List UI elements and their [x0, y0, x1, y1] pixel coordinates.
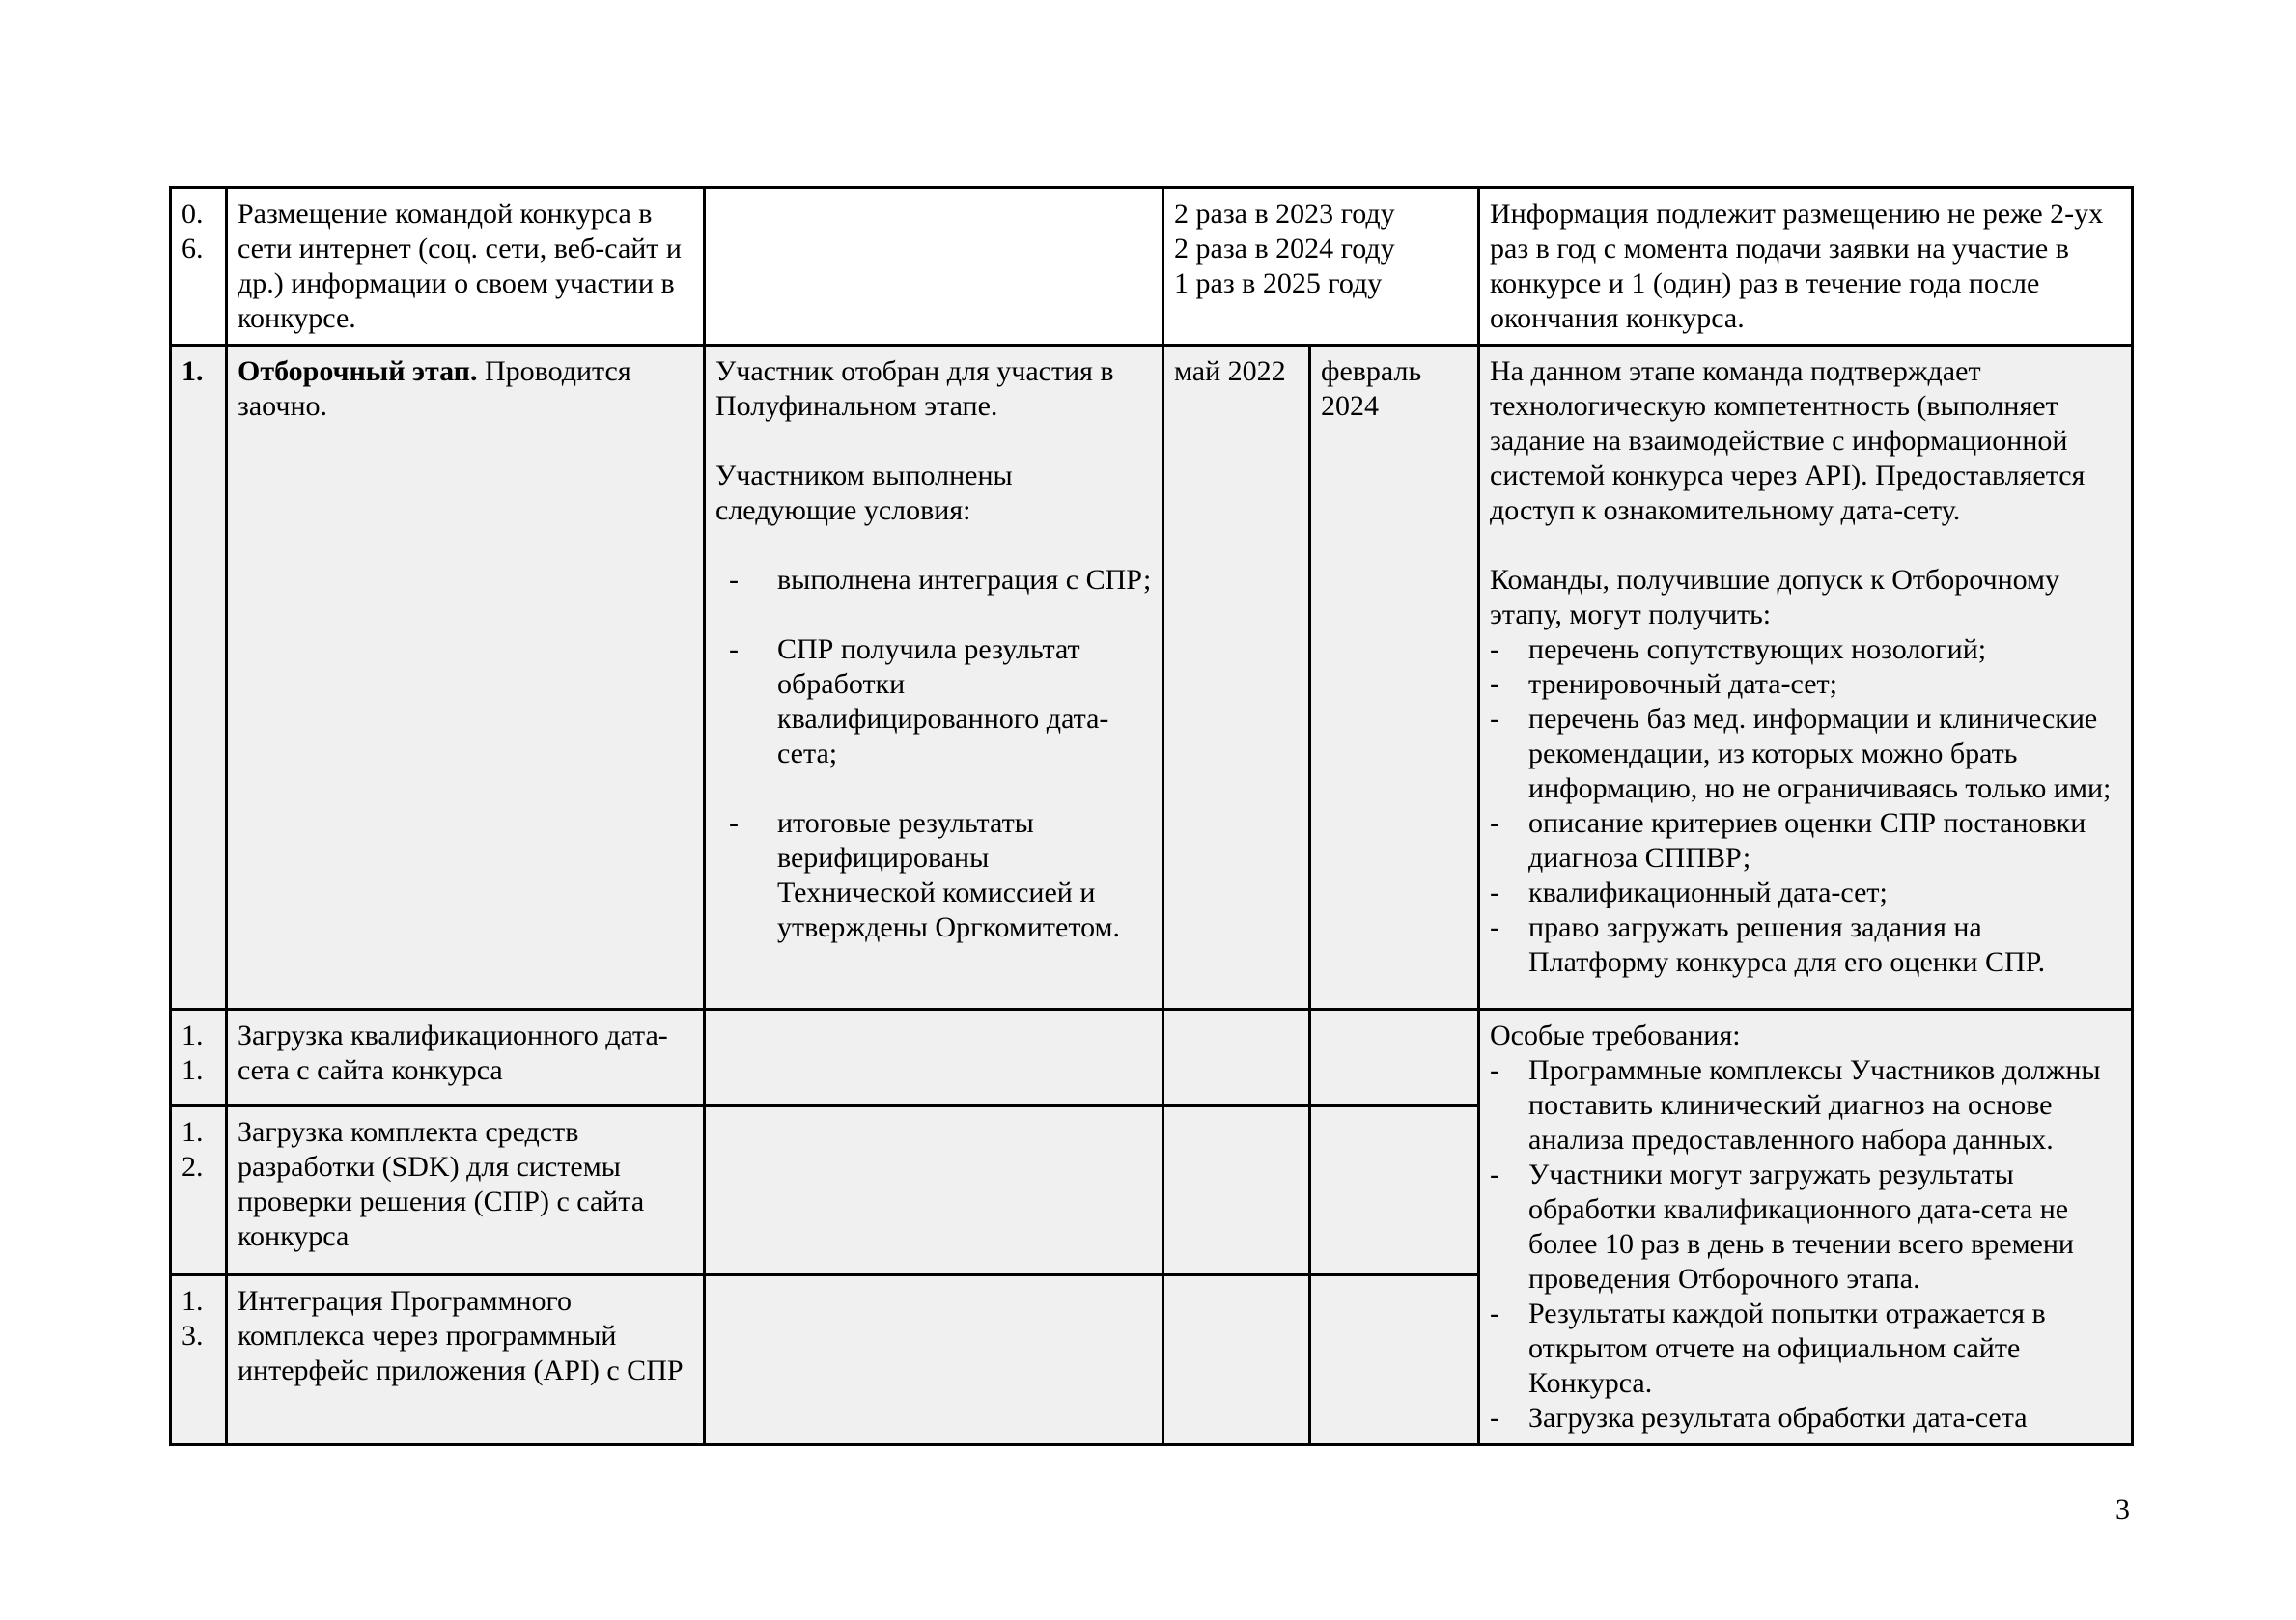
notes-bullet: - перечень сопутствующих нозологий;	[1490, 632, 2121, 667]
table-row-1-1	[171, 1010, 2133, 1106]
row-1-3-number: 1.3.	[171, 1274, 227, 1444]
notes-paragraph: На данном этапе команда подтверждает технологическую компетентность (выполняет задание на взаимодействие с информационной системой конкурса через API). Предоставляется доступ к ознакомительному дата-сету.	[1490, 355, 2086, 526]
special-requirements-cell	[1479, 1010, 2133, 1445]
row-1-notes	[1479, 346, 2133, 1010]
row-1-2-result-empty	[705, 1106, 1163, 1274]
notes-bullet: - право загружать решения задания на Платформу конкурса для его оценки СПР.	[1490, 910, 2121, 980]
result-bullet-list	[715, 563, 1152, 945]
page-number: 3	[2115, 1494, 2130, 1525]
row-1-3-activity: Интеграция Программного комплекса через программный интерфейс приложения (API) с СПР	[227, 1274, 705, 1444]
notes-bullet: - описание критериев оценки СПР постановки диагноза СППВР;	[1490, 806, 2121, 876]
row-1-2-number: 1.2.	[171, 1106, 227, 1274]
row-0-6-result-empty	[705, 188, 1163, 346]
row-0-6-number: 0.6.	[171, 188, 227, 346]
row-1-1-number: 1.1.	[171, 1010, 227, 1106]
notes-paragraph: Команды, получившие допуск к Отборочному этапу, могут получить:	[1490, 564, 2060, 630]
row-0-6-dates	[1163, 188, 1479, 346]
row-1-3-date-start-empty	[1163, 1274, 1310, 1444]
notes-bullet: - тренировочный дата-сет;	[1490, 667, 2121, 702]
row-1-result	[705, 346, 1163, 1010]
result-bullet: - СПР получила результат обработки квалифицированного дата-сета;	[715, 632, 1152, 771]
row-1-1-date-end-empty	[1310, 1010, 1479, 1106]
date-line: 1 раз в 2025 году	[1174, 267, 1383, 299]
schedule-table	[169, 186, 2134, 1446]
special-requirements-list	[1490, 1053, 2121, 1436]
row-1-2-activity: Загрузка комплекта средств разработки (SDK) для системы проверки решения (СПР) с сайта конкурса	[227, 1106, 705, 1274]
result-bullet: - выполнена интеграция с СПР;	[715, 563, 1152, 598]
special-requirement: - Результаты каждой попытки отражается в открытом отчете на официальном сайте Конкурса.	[1490, 1297, 2121, 1401]
stage-title-rest: Проводится заочно.	[238, 355, 631, 422]
special-requirements-heading: Особые требования:	[1490, 1019, 1741, 1051]
result-paragraph: Участником выполнены следующие условия:	[715, 460, 1013, 526]
row-1-date-end: февраль 2024	[1310, 346, 1479, 1010]
row-1-date-start: май 2022	[1163, 346, 1310, 1010]
table-row-1	[171, 346, 2133, 1010]
row-1-1-date-start-empty	[1163, 1010, 1310, 1106]
notes-bullet: - перечень баз мед. информации и клинические рекомендации, из которых можно брать информацию, но не ограничиваясь только ими;	[1490, 702, 2121, 806]
row-1-2-date-start-empty	[1163, 1106, 1310, 1274]
result-bullet: - итоговые результаты верифицированы Технической комиссией и утверждены Оргкомитетом.	[715, 806, 1152, 945]
row-1-activity	[227, 346, 705, 1010]
row-1-number: 1.	[171, 346, 227, 1010]
date-line: 2 раза в 2024 году	[1174, 233, 1395, 265]
notes-bullet: - квалификационный дата-сет;	[1490, 876, 2121, 910]
row-1-3-result-empty	[705, 1274, 1163, 1444]
row-1-1-result-empty	[705, 1010, 1163, 1106]
notes-bullet-list	[1490, 632, 2121, 980]
date-line: 2 раза в 2023 году	[1174, 198, 1395, 230]
row-1-2-date-end-empty	[1310, 1106, 1479, 1274]
row-0-6-notes: Информация подлежит размещению не реже 2-ух раз в год с момента подачи заявки на участие в конкурсе и 1 (один) раз в течение года после окончания конкурса.	[1479, 188, 2133, 346]
row-1-3-date-end-empty	[1310, 1274, 1479, 1444]
special-requirement: - Участники могут загружать результаты обработки квалификационного дата-сета не более 10 раз в день в течении всего времени проведения Отборочного этапа.	[1490, 1158, 2121, 1297]
table-row-0-6	[171, 188, 2133, 346]
special-requirement: - Загрузка результата обработки дата-сета	[1490, 1401, 2121, 1436]
stage-title: Отборочный этап.	[238, 355, 478, 387]
result-paragraph: Участник отобран для участия в Полуфинальном этапе.	[715, 355, 1114, 422]
special-requirement: - Программные комплексы Участников должны поставить клинический диагноз на основе анализа предоставленного набора данных.	[1490, 1053, 2121, 1158]
row-0-6-activity: Размещение командой конкурса в сети интернет (соц. сети, веб-сайт и др.) информации о своем участии в конкурсе.	[227, 188, 705, 346]
row-1-1-activity: Загрузка квалификационного дата-сета с сайта конкурса	[227, 1010, 705, 1106]
